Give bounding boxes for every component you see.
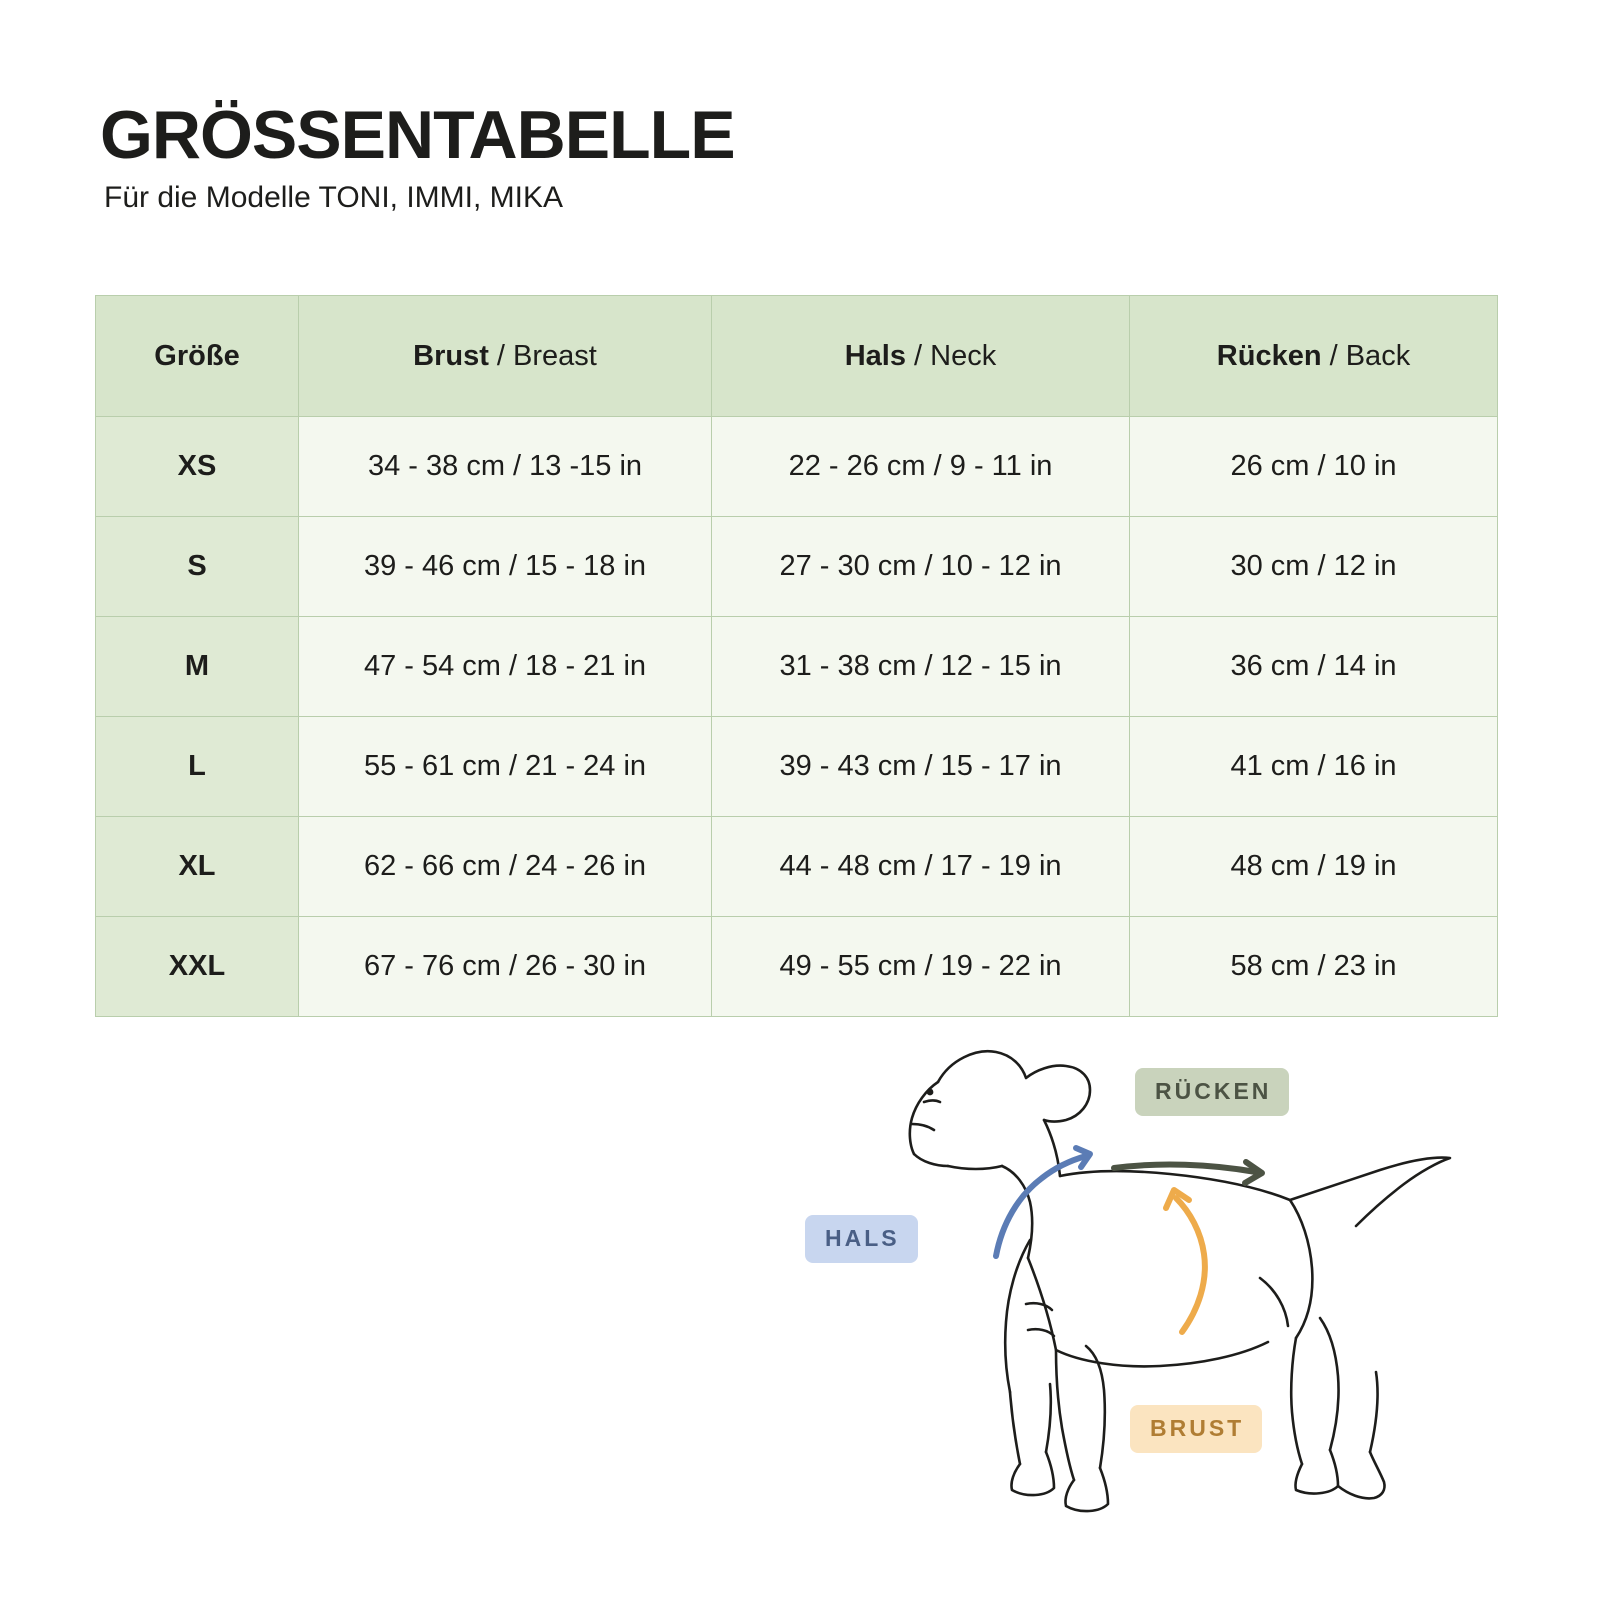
- table-header-row: [96, 296, 1498, 417]
- table-row: [96, 417, 1498, 517]
- cell-back: 48 cm / 19 in: [1130, 817, 1498, 917]
- column-header-back-en: / Back: [1321, 339, 1411, 372]
- column-header-size-de: Größe: [154, 339, 240, 372]
- column-header-back: [1130, 296, 1498, 417]
- badge-back: RÜCKEN: [1135, 1068, 1289, 1116]
- table-row: [96, 617, 1498, 717]
- column-header-size: [96, 296, 299, 417]
- dog-measurement-illustration: [790, 1020, 1550, 1560]
- column-header-neck-en: / Neck: [906, 339, 997, 372]
- cell-size: S: [96, 517, 299, 617]
- badge-chest: BRUST: [1130, 1405, 1262, 1453]
- cell-neck: 27 - 30 cm / 10 - 12 in: [712, 517, 1130, 617]
- cell-chest: 34 - 38 cm / 13 -15 in: [299, 417, 712, 517]
- cell-neck: 31 - 38 cm / 12 - 15 in: [712, 617, 1130, 717]
- cell-size: M: [96, 617, 299, 717]
- column-header-chest-en: / Breast: [488, 339, 597, 372]
- badge-neck: HALS: [805, 1215, 918, 1263]
- column-header-chest-de: Brust: [413, 339, 489, 372]
- cell-neck: 39 - 43 cm / 15 - 17 in: [712, 717, 1130, 817]
- cell-chest: 67 - 76 cm / 26 - 30 in: [299, 917, 712, 1017]
- table-row: [96, 517, 1498, 617]
- cell-chest: 39 - 46 cm / 15 - 18 in: [299, 517, 712, 617]
- cell-size: XL: [96, 817, 299, 917]
- cell-size: XS: [96, 417, 299, 517]
- cell-neck: 22 - 26 cm / 9 - 11 in: [712, 417, 1130, 517]
- header: [100, 97, 1300, 215]
- table-body: [96, 417, 1498, 1017]
- cell-chest: 62 - 66 cm / 24 - 26 in: [299, 817, 712, 917]
- column-header-chest: [299, 296, 712, 417]
- size-table-wrapper: [95, 295, 1485, 1017]
- column-header-back-de: Rücken: [1216, 339, 1322, 372]
- page-title: GRÖSSENTABELLE: [100, 97, 735, 173]
- table-header: [96, 296, 1498, 417]
- chest-arrow: [1176, 1198, 1205, 1332]
- page-subtitle: Für die Modelle TONI, IMMI, MIKA: [104, 181, 564, 215]
- table-row: [96, 917, 1498, 1017]
- column-header-neck-de: Hals: [844, 339, 906, 372]
- cell-back: 26 cm / 10 in: [1130, 417, 1498, 517]
- cell-size: XXL: [96, 917, 299, 1017]
- cell-neck: 49 - 55 cm / 19 - 22 in: [712, 917, 1130, 1017]
- column-header-neck: [712, 296, 1130, 417]
- size-table: [95, 295, 1498, 1017]
- table-row: [96, 717, 1498, 817]
- cell-chest: 55 - 61 cm / 21 - 24 in: [299, 717, 712, 817]
- cell-chest: 47 - 54 cm / 18 - 21 in: [299, 617, 712, 717]
- cell-back: 30 cm / 12 in: [1130, 517, 1498, 617]
- cell-back: 36 cm / 14 in: [1130, 617, 1498, 717]
- cell-size: L: [96, 717, 299, 817]
- cell-neck: 44 - 48 cm / 17 - 19 in: [712, 817, 1130, 917]
- cell-back: 58 cm / 23 in: [1130, 917, 1498, 1017]
- cell-back: 41 cm / 16 in: [1130, 717, 1498, 817]
- table-row: [96, 817, 1498, 917]
